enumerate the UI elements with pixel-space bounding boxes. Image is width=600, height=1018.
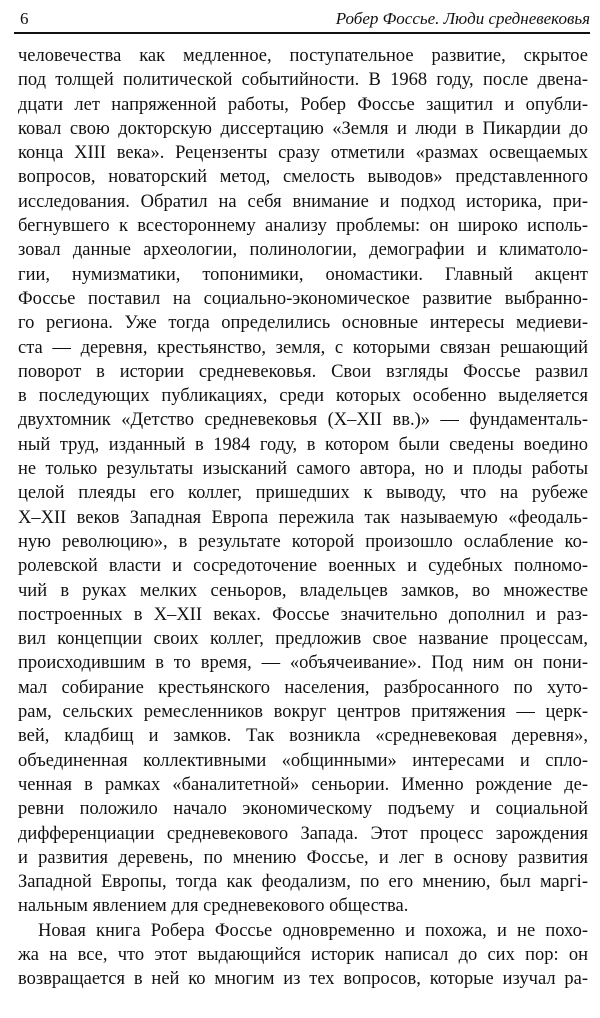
text-line: гии, нумизматики, топонимики, ономастики. Главный акцент — [18, 264, 588, 285]
text-line: вей, кладбищ и замков. Так возникла «средневековая деревня», — [18, 726, 588, 747]
text-line: под толщей политической событийности. В 1968 году, после двена- — [18, 70, 588, 91]
text-line: исследования. Обратил на себя внимание и подход историка, при- — [18, 191, 588, 212]
page-number: 6 — [20, 9, 29, 28]
text-line: жа на все, что этот выдающийся историк написал до сих пор: он — [18, 944, 588, 965]
page-header — [14, 6, 590, 34]
text-line: ста — деревня, крестьянство, земля, с которыми связан решающий — [18, 337, 588, 358]
text-line: в последующих публикациях, среди которых особенно выделяется — [18, 386, 588, 407]
text-line-paragraph-end: нальным явлением для средневекового общества. — [18, 896, 409, 917]
text-line: и развития деревень, по мнению Фоссье, и лег в основу развития — [18, 847, 588, 868]
text-line: поворот в истории средневековья. Свои взгляды Фоссье развил — [18, 361, 588, 382]
text-line: мал собирание крестьянского населения, разбросанного по хуто- — [18, 677, 588, 698]
text-line: рам, сельских ремесленников вокруг центров притяжения — церк- — [18, 702, 588, 723]
header-rule — [14, 32, 590, 34]
text-line: ную революцию», в результате которой произошло ослабление ко- — [18, 531, 588, 552]
text-line: ролевской власти и сосредоточение военных и судебных полномо- — [18, 556, 588, 577]
text-line: дцати лет напряженной работы, Робер Фоссье защитил и опубли- — [18, 94, 588, 115]
text-line: вопросов, новаторский метод, смелость выводов» представленного — [18, 167, 588, 188]
text-line: происходившим в то время, — «объячеивание». Под ним он пони- — [18, 653, 588, 674]
text-line: вил концепции своих коллег, предложив свое название процессам, — [18, 629, 588, 650]
text-line: го региона. Уже тогда определились основные интересы медиеви- — [18, 313, 588, 334]
text-line: построенных в X–XII веках. Фоссье значительно дополнил и раз- — [18, 604, 588, 625]
running-head: Робер Фоссье. Люди средневековья — [335, 9, 590, 28]
text-line: двухтомник «Детство средневековья (X–XII вв.)» — фундаменталь- — [18, 410, 588, 431]
text-line: ревни положило начало экономическому подъему и социальной — [18, 799, 588, 820]
text-line: объединенная коллективными «общинными» интересами и спло- — [18, 750, 588, 771]
text-line-paragraph-start: Новая книга Робера Фоссье одновременно и похожа, и не похо- — [38, 920, 588, 941]
text-line: человечества как медленное, поступательное развитие, скрытое — [18, 46, 588, 66]
text-line: конца XIII века». Рецензенты сразу отметили «размах освещаемых — [18, 143, 588, 164]
text-line: целой плеяды его коллег, пришедших к выводу, что на рубеже — [18, 483, 588, 504]
text-line: X–XII веков Западная Европа пережила так называемую «феодаль- — [18, 507, 588, 528]
text-line: дифференциации средневекового Запада. Этот процесс зарождения — [18, 823, 588, 844]
text-line: зовал данные археологии, полинологии, демографии и климатоло- — [18, 240, 588, 261]
text-line: Западной Европы, тогда как феодализм, по его мнению, был маргі- — [18, 872, 588, 893]
body-text — [18, 44, 588, 992]
text-line: Фоссье поставил на социально-экономическое развитие выбранно- — [18, 288, 588, 309]
text-line: не только результаты изысканий самого автора, но и плоды работы — [18, 459, 588, 480]
text-line: бегнувшего к всестороннему анализу проблемы: он широко исполь- — [18, 216, 588, 237]
text-line: возвращается в ней ко многим из тех вопросов, которые изучал ра- — [18, 969, 588, 990]
text-line: чий в руках мелких сеньоров, владельцев замков, во множестве — [18, 580, 588, 601]
text-line: ковал свою докторскую диссертацию «Земля и люди в Пикардии до — [18, 118, 588, 139]
text-line: ченная в рамках «баналитетной» сеньории. Именно рождение де- — [18, 774, 588, 795]
text-line: ный труд, изданный в 1984 году, в котором были сведены воедино — [18, 434, 588, 455]
